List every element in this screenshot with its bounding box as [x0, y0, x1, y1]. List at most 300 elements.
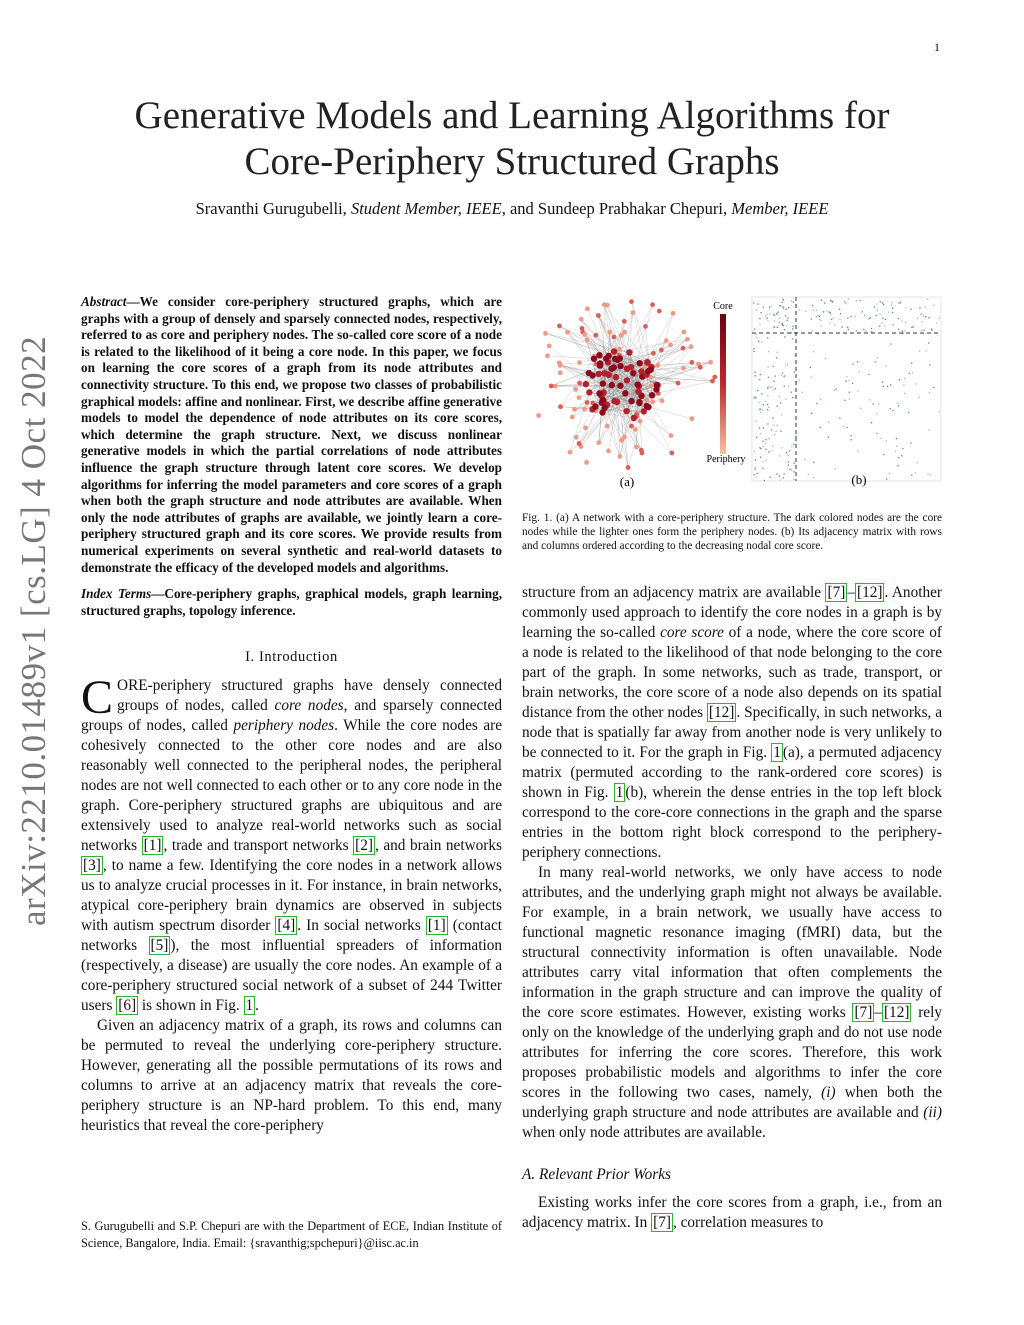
text-run: In many real-world networks, we only have access to node attributes, and the underlying graph might not always be available. For example, in a brain network, we usually have access to functional magnetic resonance imaging (fMRI) data, but the structural connectivity information is often unavailable. Node attributes carry vital information that often complements the information in the graph structure and can improve the quality of the core score estimates. However, existing works — [522, 864, 942, 1021]
matrix-entry — [850, 435, 851, 436]
text-run: , trade and transport networks — [163, 837, 354, 855]
matrix-entry — [892, 302, 893, 303]
matrix-entry — [762, 461, 763, 462]
network-node — [557, 361, 562, 366]
matrix-entry — [782, 372, 783, 373]
matrix-entry — [779, 476, 780, 477]
network-node — [650, 302, 655, 307]
matrix-entry — [782, 302, 783, 303]
intro-paragraph-1 — [81, 671, 503, 1016]
math-case-ii: (ii) — [923, 1104, 942, 1121]
matrix-entry — [788, 386, 789, 387]
term-core-nodes: core nodes — [274, 697, 344, 715]
matrix-entry — [929, 364, 930, 365]
matrix-entry — [791, 300, 792, 301]
matrix-entry — [761, 341, 762, 342]
matrix-entry — [831, 319, 832, 320]
matrix-entry — [759, 379, 760, 380]
matrix-entry — [759, 318, 760, 319]
matrix-entry — [912, 372, 913, 373]
matrix-entry — [779, 322, 780, 323]
matrix-entry — [773, 424, 774, 425]
matrix-entry — [890, 384, 891, 385]
matrix-entry — [856, 300, 857, 301]
matrix-entry — [848, 329, 849, 330]
title-line-1: Generative Models and Learning Algorithms for — [134, 94, 890, 137]
network-node — [568, 450, 573, 455]
network-node — [624, 377, 630, 383]
network-node — [644, 397, 649, 402]
citation-link[interactable]: [3] — [83, 857, 101, 875]
matrix-entry — [755, 397, 756, 398]
network-node — [584, 460, 589, 465]
figure-link[interactable]: 1 — [245, 997, 254, 1015]
network-node — [585, 400, 590, 405]
text-run: ORE-periphery structured graphs have densely connected groups of nodes, called — [117, 677, 502, 715]
matrix-entry — [821, 300, 822, 301]
network-node — [654, 382, 660, 388]
matrix-entry — [876, 304, 877, 305]
matrix-entry — [886, 440, 887, 441]
matrix-entry — [796, 436, 797, 437]
matrix-entry — [791, 392, 792, 393]
network-node — [689, 416, 694, 421]
matrix-entry — [783, 299, 784, 300]
citation-link[interactable]: [4] — [277, 917, 296, 935]
matrix-entry — [871, 328, 872, 329]
matrix-entry — [794, 463, 795, 464]
matrix-entry — [900, 302, 901, 303]
citation-link[interactable]: [12] — [708, 704, 735, 721]
matrix-entry — [769, 306, 770, 307]
matrix-entry — [764, 480, 765, 481]
matrix-entry — [761, 393, 762, 394]
abstract — [81, 294, 502, 576]
matrix-entry — [805, 311, 806, 312]
network-node — [629, 299, 634, 304]
matrix-entry — [773, 389, 774, 390]
index-terms-label: Index Terms — [81, 586, 152, 602]
title-line-2: Core-Periphery Structured Graphs — [244, 140, 780, 183]
text-run: Existing works infer the core scores from a graph, i.e., from an adjacency matrix. In — [522, 1194, 942, 1231]
matrix-entry — [830, 314, 831, 315]
matrix-entry — [789, 450, 790, 451]
matrix-entry — [849, 392, 850, 393]
matrix-entry — [929, 430, 930, 431]
matrix-entry — [904, 330, 905, 331]
matrix-entry — [848, 380, 849, 381]
matrix-entry — [754, 397, 755, 398]
matrix-entry — [787, 320, 788, 321]
author-line — [60, 199, 964, 219]
matrix-entry — [759, 324, 760, 325]
matrix-entry — [892, 308, 893, 309]
matrix-entry — [829, 311, 830, 312]
adjacency-matrix-frame — [752, 297, 941, 481]
matrix-entry — [776, 357, 777, 358]
citation-link[interactable]: [7] — [854, 1004, 873, 1021]
matrix-entry — [756, 437, 757, 438]
text-run: . Specifically, in such networks, a node that is spatially far away from another node is very unlikely to be connected to it. For the graph in Fig. — [522, 704, 942, 761]
matrix-entry — [876, 433, 877, 434]
matrix-entry — [839, 418, 840, 419]
matrix-entry — [924, 330, 925, 331]
matrix-entry — [788, 307, 789, 308]
citation-link[interactable]: [1] — [427, 917, 446, 935]
citation-link[interactable]: [6] — [118, 997, 137, 1015]
figure-link[interactable]: 1 — [773, 744, 781, 761]
matrix-entry — [773, 326, 774, 327]
matrix-entry — [777, 312, 778, 313]
matrix-entry — [784, 385, 785, 386]
matrix-entry — [753, 302, 754, 303]
matrix-entry — [917, 462, 918, 463]
matrix-entry — [902, 320, 903, 321]
network-node — [710, 379, 715, 384]
matrix-entry — [820, 399, 821, 400]
matrix-entry — [880, 301, 881, 302]
matrix-entry — [763, 446, 764, 447]
matrix-entry — [773, 366, 774, 367]
matrix-entry — [851, 316, 852, 317]
network-node — [637, 360, 643, 366]
network-node — [570, 415, 575, 420]
network-node — [573, 387, 578, 392]
matrix-entry — [830, 300, 831, 301]
matrix-entry — [758, 303, 759, 304]
right-paragraph-1 — [522, 583, 942, 863]
network-node — [626, 465, 631, 470]
matrix-entry — [921, 321, 922, 322]
term-periphery-nodes: periphery nodes — [233, 717, 335, 735]
matrix-entry — [770, 387, 771, 388]
matrix-entry — [896, 446, 897, 447]
citation-link[interactable]: [2] — [355, 837, 373, 855]
network-node — [549, 384, 554, 389]
matrix-entry — [787, 467, 788, 468]
matrix-entry — [776, 473, 777, 474]
matrix-entry — [882, 381, 883, 382]
matrix-entry — [787, 455, 788, 456]
matrix-entry — [924, 306, 925, 307]
matrix-entry — [824, 302, 825, 303]
citation-link[interactable]: [12] — [856, 584, 883, 601]
text-run: (b), wherein the dense entries in the top left block correspond to the core-core connections in the graph and the sparse entries in the bottom right block correspond to the periphery-periphery connections. — [522, 784, 943, 861]
matrix-entry — [774, 434, 775, 435]
matrix-entry — [782, 306, 783, 307]
matrix-entry — [767, 404, 768, 405]
network-node — [583, 381, 589, 387]
matrix-entry — [845, 380, 846, 381]
network-node — [609, 382, 615, 388]
matrix-entry — [828, 437, 829, 438]
matrix-entry — [876, 315, 877, 316]
matrix-entry — [903, 385, 904, 386]
network-node — [681, 366, 686, 371]
matrix-entry — [846, 376, 847, 377]
matrix-entry — [830, 323, 831, 324]
matrix-entry — [763, 427, 764, 428]
matrix-entry — [908, 412, 909, 413]
matrix-entry — [834, 468, 835, 469]
matrix-entry — [762, 410, 763, 411]
matrix-entry — [921, 330, 922, 331]
math-case-i: (i) — [821, 1084, 836, 1101]
matrix-entry — [787, 318, 788, 319]
matrix-entry — [898, 457, 899, 458]
network-node — [617, 383, 623, 389]
matrix-entry — [794, 371, 795, 372]
network-node — [599, 409, 605, 415]
network-node — [650, 400, 655, 405]
matrix-entry — [913, 326, 914, 327]
matrix-entry — [928, 342, 929, 343]
network-node — [574, 435, 579, 440]
matrix-entry — [767, 320, 768, 321]
matrix-entry — [762, 468, 763, 469]
matrix-entry — [792, 328, 793, 329]
network-node — [635, 389, 641, 395]
text-run: , correlation measures to — [672, 1214, 824, 1231]
matrix-entry — [862, 311, 863, 312]
matrix-entry — [819, 316, 820, 317]
network-node — [585, 337, 590, 342]
matrix-entry — [886, 365, 887, 366]
network-node — [558, 370, 563, 375]
matrix-entry — [936, 322, 937, 323]
network-node — [572, 407, 577, 412]
matrix-entry — [766, 314, 767, 315]
matrix-entry — [765, 316, 766, 317]
footnote: S. Gurugubelli and S.P. Chepuri are with the Department of ECE, Indian Institute of Science, Bangalore, India. Email: {sravanthig;spchepuri}@iisc.ac.in — [81, 1219, 502, 1250]
text-run: . — [255, 997, 259, 1015]
paper-title — [60, 93, 964, 185]
matrix-entry — [780, 402, 781, 403]
matrix-entry — [786, 452, 787, 453]
matrix-entry — [834, 390, 835, 391]
network-node — [681, 346, 686, 351]
network-node — [633, 427, 638, 432]
matrix-entry — [753, 351, 754, 352]
matrix-entry — [759, 409, 760, 410]
matrix-entry — [928, 317, 929, 318]
matrix-entry — [793, 444, 794, 445]
network-node — [636, 400, 642, 406]
matrix-entry — [885, 319, 886, 320]
network-node — [623, 408, 629, 414]
matrix-entry — [780, 431, 781, 432]
network-node — [648, 367, 654, 373]
author-1: Sravanthi Gurugubelli, — [195, 199, 347, 218]
arxiv-stamp[interactable]: arXiv:2210.01489v1 [cs.LG] 4 Oct 2022 — [14, 335, 53, 926]
colorbar-label-core: Core — [713, 301, 733, 312]
matrix-entry — [759, 447, 760, 448]
matrix-entry — [771, 429, 772, 430]
network-node — [631, 310, 636, 315]
abstract-label: Abstract — [81, 294, 127, 309]
matrix-entry — [844, 400, 845, 401]
network-node — [708, 360, 713, 365]
citation-link[interactable]: [1] — [143, 837, 162, 855]
matrix-entry — [779, 396, 780, 397]
matrix-entry — [755, 459, 756, 460]
citation-link[interactable]: [12] — [883, 1004, 910, 1021]
network-node — [597, 360, 603, 366]
network-edge — [603, 413, 620, 457]
matrix-entry — [895, 451, 896, 452]
network-node — [565, 330, 570, 335]
drop-cap: C — [81, 671, 114, 725]
matrix-entry — [919, 350, 920, 351]
figure-1 — [522, 290, 942, 495]
matrix-entry — [793, 471, 794, 472]
author-1-role: Student Member, IEEE — [350, 199, 502, 218]
matrix-entry — [820, 325, 821, 326]
network-node — [591, 356, 597, 362]
network-node — [669, 433, 674, 438]
text-run: structure from an adjacency matrix are available — [522, 584, 826, 601]
matrix-entry — [882, 318, 883, 319]
network-node — [596, 352, 602, 358]
network-node — [586, 389, 592, 395]
network-node — [602, 302, 607, 307]
network-node — [649, 392, 655, 398]
matrix-entry — [768, 388, 769, 389]
matrix-entry — [763, 441, 764, 442]
author-2-role: Member, IEEE — [731, 199, 829, 218]
matrix-entry — [855, 316, 856, 317]
matrix-entry — [871, 331, 872, 332]
matrix-entry — [927, 473, 928, 474]
matrix-entry — [769, 313, 770, 314]
matrix-entry — [763, 306, 764, 307]
network-node — [577, 360, 582, 365]
matrix-entry — [782, 323, 783, 324]
matrix-entry — [832, 301, 833, 302]
matrix-entry — [868, 374, 869, 375]
subfigure-label-b: (b) — [851, 472, 867, 487]
citation-link[interactable]: [5] — [150, 937, 169, 955]
network-node — [545, 353, 550, 358]
matrix-entry — [766, 318, 767, 319]
matrix-entry — [852, 383, 853, 384]
matrix-entry — [786, 325, 787, 326]
matrix-entry — [802, 392, 803, 393]
matrix-entry — [871, 422, 872, 423]
network-node — [638, 419, 643, 424]
matrix-entry — [810, 367, 811, 368]
matrix-entry — [839, 309, 840, 310]
figure-link[interactable]: 1 — [615, 784, 624, 801]
matrix-entry — [765, 439, 766, 440]
text-run: . Another commonly used approach to identify the core nodes in a graph is by learning the so-called — [522, 584, 942, 641]
matrix-entry — [859, 371, 860, 372]
matrix-entry — [898, 329, 899, 330]
citation-link[interactable]: [7] — [827, 584, 846, 601]
network-node — [624, 366, 630, 372]
matrix-entry — [768, 451, 769, 452]
matrix-entry — [782, 324, 783, 325]
matrix-entry — [856, 330, 857, 331]
citation-link[interactable]: [7] — [653, 1214, 671, 1231]
matrix-entry — [756, 337, 757, 338]
matrix-entry — [768, 386, 769, 387]
matrix-entry — [896, 438, 897, 439]
matrix-entry — [825, 358, 826, 359]
network-node — [596, 371, 602, 377]
network-graph — [536, 299, 717, 470]
network-node — [676, 381, 681, 386]
matrix-entry — [879, 326, 880, 327]
matrix-entry — [865, 331, 866, 332]
text-run: (a), a permuted adjacency matrix (permuted according to the rank-ordered core scores) is shown in Fig. — [522, 744, 942, 801]
matrix-entry — [774, 313, 775, 314]
matrix-entry — [860, 300, 861, 301]
network-node — [626, 349, 632, 355]
matrix-entry — [818, 315, 819, 316]
term-core-score: core score — [660, 624, 724, 641]
matrix-entry — [847, 327, 848, 328]
network-node — [617, 363, 623, 369]
right-paragraph-3 — [522, 1193, 942, 1233]
matrix-entry — [777, 405, 778, 406]
matrix-entry — [755, 467, 756, 468]
matrix-entry — [783, 306, 784, 307]
network-node — [553, 384, 558, 389]
matrix-entry — [911, 475, 912, 476]
matrix-entry — [779, 479, 780, 480]
matrix-entry — [765, 443, 766, 444]
matrix-entry — [939, 318, 940, 319]
text-run: rely only on the knowledge of the underlying graph and do not use node attributes for inferring the core scores. Therefore, this work proposes probabilistic models and algorithms to infer the core scores in the following two cases, namely, — [522, 1004, 942, 1101]
matrix-entry — [784, 336, 785, 337]
network-node — [589, 372, 595, 378]
network-node — [596, 440, 601, 445]
matrix-entry — [878, 403, 879, 404]
matrix-entry — [863, 329, 864, 330]
network-node — [622, 319, 627, 324]
matrix-entry — [765, 401, 766, 402]
matrix-entry — [775, 431, 776, 432]
matrix-entry — [902, 331, 903, 332]
matrix-entry — [785, 398, 786, 399]
network-node — [698, 365, 703, 370]
matrix-entry — [760, 374, 761, 375]
matrix-entry — [812, 330, 813, 331]
matrix-entry — [923, 316, 924, 317]
network-node — [583, 425, 588, 430]
figure-caption: Fig. 1. (a) A network with a core-periphery structure. The dark colored nodes are the core nodes while the lighter ones form the periphery nodes. (b) Its adjacency matrix with rows and columns ordered according to the decreasing nodal core score. — [522, 512, 942, 553]
subfigure-label-a: (a) — [619, 474, 635, 489]
matrix-entry — [919, 307, 920, 308]
matrix-entry — [889, 473, 890, 474]
matrix-entry — [926, 350, 927, 351]
matrix-entry — [755, 372, 756, 373]
matrix-entry — [864, 315, 865, 316]
matrix-entry — [890, 343, 891, 344]
text-run: . While the core nodes are cohesively connected to the other core nodes and are also reasonably well connected to the peripheral nodes, the peripheral nodes are not well connected to each other or to any core node in the graph. Core-periphery structured graphs are ubiquitous and are extensively used to analyze real-world networks such as social networks — [81, 717, 502, 855]
matrix-entry — [886, 478, 887, 479]
matrix-entry — [773, 381, 774, 382]
network-node — [558, 404, 563, 409]
matrix-entry — [765, 460, 766, 461]
matrix-entry — [754, 451, 755, 452]
matrix-entry — [765, 449, 766, 450]
network-node — [622, 390, 628, 396]
network-node — [660, 398, 665, 403]
matrix-entry — [911, 363, 912, 364]
matrix-entry — [808, 474, 809, 475]
